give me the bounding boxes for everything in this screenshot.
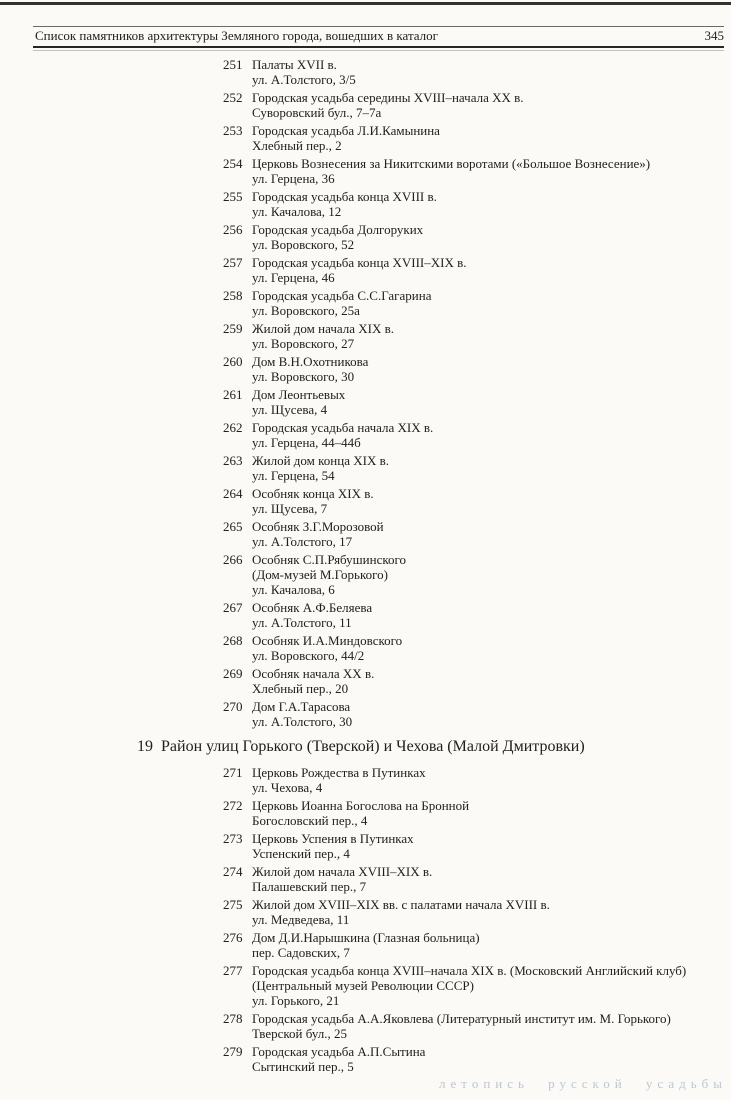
entry-title-line: Городская усадьба конца XVIII–XIX в. [252,255,467,270]
entry-title-line: Особняк З.Г.Морозовой [252,519,384,534]
entry-address: ул. Щусева, 7 [252,501,328,516]
entry-title-line: Жилой дом XVIII–XIX вв. с палатами начала XVIII в. [252,897,550,912]
entry-number: 259 [223,321,243,336]
entry-number: 262 [223,420,243,435]
catalog-entry [223,90,731,120]
catalog-entry [223,963,731,1008]
entry-title-line: Городская усадьба Долгоруких [252,222,424,237]
entry-address: пер. Садовских, 7 [252,945,350,960]
entry-address: ул. Щусева, 4 [252,402,328,417]
entry-number: 269 [223,666,243,681]
entry-number: 265 [223,519,243,534]
entry-number: 264 [223,486,243,501]
entry-title-line: Особняк И.А.Миндовского [252,633,403,648]
entry-number: 270 [223,699,243,714]
entry-body [252,831,414,861]
catalog-entry [223,798,731,828]
entry-title-line: (Центральный музей Революции СССР) [252,978,474,993]
entry-body [252,930,480,960]
entry-number: 255 [223,189,243,204]
entry-body [252,288,431,318]
catalog-entry [223,897,731,927]
entry-title-line: Городская усадьба А.П.Сытина [252,1044,426,1059]
entry-title-line: Особняк конца XIX в. [252,486,374,501]
entry-address: Сытинский пер., 5 [252,1059,354,1074]
entry-title-line: Дом Леонтьевых [252,387,346,402]
entry-body [252,864,432,894]
catalog-entry [223,387,731,417]
entry-title-line: Особняк С.П.Рябушинского [252,552,407,567]
entry-number: 271 [223,765,243,780]
entry-address: Суворовский бул., 7–7а [252,105,382,120]
entry-number: 258 [223,288,243,303]
running-header [33,26,724,51]
entry-body [252,156,650,186]
entry-address: ул. Герцена, 44–44б [252,435,361,450]
catalog-entry [223,930,731,960]
entry-number: 272 [223,798,243,813]
entry-title-line: Городская усадьба С.С.Гагарина [252,288,432,303]
catalog-entry [223,699,731,729]
entry-title-line: Дом В.Н.Охотникова [252,354,369,369]
entry-body [252,633,402,663]
entry-title-line: Церковь Вознесения за Никитскими воротами («Большое Вознесение») [252,156,651,171]
entry-title-line: Особняк начала XX в. [252,666,375,681]
catalog-entry [223,552,731,597]
catalog-entry [223,156,731,186]
catalog-entry [223,255,731,285]
entry-address: Хлебный пер., 2 [252,138,342,153]
catalog-section [0,57,731,729]
entry-number: 276 [223,930,243,945]
catalog-entry [223,765,731,795]
entry-address: ул. А.Толстого, 3/5 [252,72,356,87]
entry-number: 275 [223,897,243,912]
entry-address: ул. Воровского, 27 [252,336,355,351]
scan-edge-artifact [0,2,731,5]
entry-address: ул. Чехова, 4 [252,780,323,795]
catalog-entry [223,666,731,696]
entry-address: ул. Горького, 21 [252,993,340,1008]
catalog-entry [223,189,731,219]
entry-body [252,90,524,120]
entry-title-line: Церковь Успения в Путинках [252,831,414,846]
section-number: 19 [137,738,153,755]
entry-body [252,123,440,153]
entry-title-line: (Дом-музей М.Горького) [252,567,388,582]
catalog-entry [223,57,731,87]
entry-address: ул. Качалова, 6 [252,582,335,597]
entry-body [252,600,372,630]
entry-body [252,255,466,285]
entry-address: ул. Медведева, 11 [252,912,350,927]
entry-address: ул. Герцена, 36 [252,171,335,186]
entry-title-line: Городская усадьба начала XIX в. [252,420,434,435]
entry-body [252,354,368,384]
entry-number: 251 [223,57,243,72]
entry-address: ул. Герцена, 46 [252,270,335,285]
entry-title-line: Жилой дом начала XIX в. [252,321,395,336]
section-title: Район улиц Горького (Тверской) и Чехова (Малой Дмитровки) [161,738,585,755]
catalog-entry [223,519,731,549]
entry-title-line: Церковь Иоанна Богослова на Бронной [252,798,470,813]
entry-title-line: Жилой дом конца XIX в. [252,453,389,468]
catalog-entry [223,633,731,663]
entry-address: Тверской бул., 25 [252,1026,348,1041]
catalog-entry [223,453,731,483]
entry-address: ул. Воровского, 25а [252,303,360,318]
catalog-entry [223,222,731,252]
entry-number: 266 [223,552,243,567]
entry-number: 268 [223,633,243,648]
entry-body [252,765,426,795]
entry-number: 260 [223,354,243,369]
entry-title-line: Городская усадьба середины XVIII–начала XX в. [252,90,524,105]
catalog-entry [223,486,731,516]
entry-address: ул. Качалова, 12 [252,204,342,219]
entry-title-line: Городская усадьба конца XVIII в. [252,189,437,204]
entry-body [252,519,384,549]
entry-address: Палашевский пер., 7 [252,879,367,894]
entry-address: Успенский пер., 4 [252,846,350,861]
entry-body [252,486,374,516]
entry-title-line: Дом Д.И.Нарышкина (Глазная больница) [252,930,480,945]
entry-body [252,453,389,483]
catalog-entry [223,1044,731,1074]
section-heading [137,736,731,757]
entry-body [252,963,686,1008]
watermark-text: летопись русской усадьбы [439,1076,727,1091]
entry-title-line: Церковь Рождества в Путинках [252,765,426,780]
catalog-entry [223,831,731,861]
header-title: Список памятников архитектуры Земляного города, вошедших в каталог [35,28,438,43]
entry-body [252,189,437,219]
catalog-entry [223,600,731,630]
entry-body [252,387,345,417]
entry-body [252,699,352,729]
entry-body [252,552,406,597]
entry-title-line: Особняк А.Ф.Беляева [252,600,373,615]
entry-body [252,420,433,450]
entry-address: ул. А.Толстого, 30 [252,714,353,729]
catalog-entry [223,321,731,351]
entry-title-line: Палаты XVII в. [252,57,337,72]
catalog-entry [223,123,731,153]
entry-address: ул. А.Толстого, 17 [252,534,353,549]
catalog-entry [223,420,731,450]
entry-address: Богословский пер., 4 [252,813,368,828]
entry-address: ул. Герцена, 54 [252,468,335,483]
catalog-entry [223,1011,731,1041]
entry-number: 279 [223,1044,243,1059]
entry-address: Хлебный пер., 20 [252,681,349,696]
entry-body [252,798,469,828]
header-bottom-rule [33,46,724,48]
monument-list [0,57,731,1077]
entry-address: ул. А.Толстого, 11 [252,615,352,630]
entry-body [252,1044,425,1074]
catalog-entry [223,288,731,318]
entry-title-line: Городская усадьба конца XVIII–начала XIX в. (Московский Английский клуб) [252,963,687,978]
entry-number: 256 [223,222,243,237]
entry-number: 278 [223,1011,243,1026]
entry-address: ул. Воровского, 30 [252,369,355,384]
entry-number: 267 [223,600,243,615]
entry-number: 254 [223,156,243,171]
entry-address: ул. Воровского, 52 [252,237,355,252]
entry-title-line: Жилой дом начала XVIII–XIX в. [252,864,433,879]
entry-body [252,1011,671,1041]
page-number: 345 [704,28,724,43]
catalog-entry [223,864,731,894]
entry-number: 253 [223,123,243,138]
entry-body [252,666,374,696]
entry-title-line: Городская усадьба Л.И.Камынина [252,123,440,138]
entry-number: 263 [223,453,243,468]
entry-number: 257 [223,255,243,270]
entry-body [252,222,423,252]
entry-number: 273 [223,831,243,846]
entry-number: 261 [223,387,243,402]
catalog-entry [223,354,731,384]
entry-body [252,57,356,87]
header-rule-shadow [33,50,724,51]
entry-body [252,321,394,351]
entry-body [252,897,550,927]
catalog-section [0,736,731,1074]
entry-title-line: Дом Г.А.Тарасова [252,699,351,714]
entry-number: 274 [223,864,243,879]
entry-number: 277 [223,963,243,978]
entry-number: 252 [223,90,243,105]
entry-title-line: Городская усадьба А.А.Яковлева (Литературный институт им. М. Горького) [252,1011,671,1026]
entry-address: ул. Воровского, 44/2 [252,648,365,663]
